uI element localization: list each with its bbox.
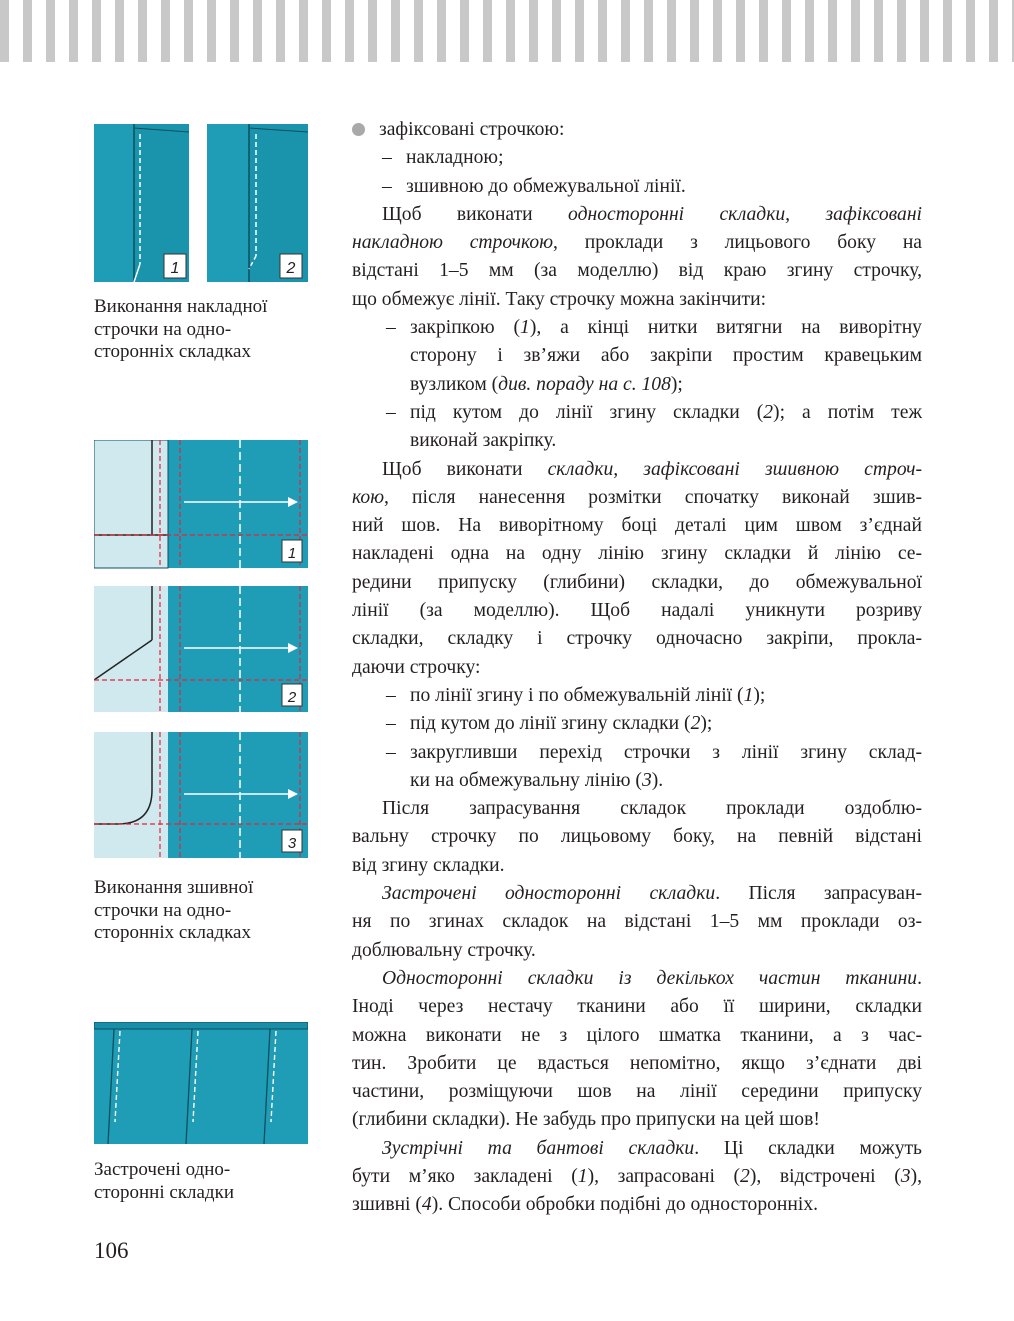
paragraph-line: зшивні (4). Способи обробки подібні до односторонніх. — [352, 1194, 819, 1216]
paragraph-line: даючи строчку: — [352, 656, 481, 678]
paragraph-line: ня по згинах складок на відстані 1–5 мм проклади оз- — [352, 911, 922, 933]
paragraph-line: можна виконати не з цілого шматка тканини, а з час- — [352, 1024, 922, 1046]
paragraph-line: від згину складки. — [352, 854, 505, 876]
panel-2 — [94, 586, 308, 712]
paragraph-line: Після запрасування складок проклади оздоблю- — [382, 798, 922, 820]
paragraph-line: вальну строчку по лицьовому боку, на певній відстані — [352, 826, 922, 848]
paragraph-line: вузликом (див. пораду на с. 108); — [410, 373, 683, 395]
bullet-item: зафіксовані строчкою: — [352, 116, 922, 144]
dash-item: – по лінії згину і по обмежувальній лінії (1); — [386, 684, 766, 706]
caption-stitched-pleats: Застрочені одно- сторонні складки — [94, 1159, 234, 1203]
paragraph-line: складки, складку і строчку одночасно закріпи, прокла- — [352, 628, 922, 650]
panel-label: 2 — [286, 260, 296, 277]
paragraph-line: редини припуску (глибини) складки, до обмежувальної — [352, 571, 922, 593]
paragraph-line: Зустрічні та бантові складки. Ці складки можуть — [382, 1137, 922, 1159]
dash-item: – закругливши перехід строчки з лінії згину склад- — [386, 741, 922, 763]
paragraph-line: лінії (за моделлю). Щоб надалі уникнути розриву — [352, 600, 922, 622]
panel-1 — [94, 124, 189, 282]
paragraph-line: Щоб виконати односторонні складки, зафіксовані — [382, 203, 922, 225]
paragraph-line: Односторонні складки із декількох частин тканини. — [382, 967, 922, 989]
header-stripes — [0, 0, 1014, 62]
paragraph-line: тин. Зробити це вдасться непомітно, якщо з’єднати дві — [352, 1052, 922, 1074]
panel-label: 2 — [287, 689, 297, 706]
paragraph-line: Застрочені односторонні складки. Після запрасуван- — [382, 883, 923, 905]
panel-1 — [94, 440, 308, 568]
panel-label: 3 — [287, 835, 297, 852]
paragraph-line: (глибини складки). Не забудь про припуски на цей шов! — [352, 1109, 820, 1131]
page-number: 106 — [94, 1238, 129, 1263]
panel-2 — [207, 124, 308, 282]
dash-item: – зшивною до обмежувальної лінії. — [382, 175, 686, 197]
paragraph-line: сторону і зв’яжи або закріпи простим кравецьким — [410, 345, 922, 367]
dash-item: – накладною; — [382, 147, 504, 169]
paragraph-line: частини, розміщуючи шов на лінії середини припуску — [352, 1081, 922, 1103]
paragraph-line: відстані 1–5 мм (за моделлю) від краю згину строчку, — [352, 260, 922, 282]
panel-label: 1 — [170, 260, 180, 277]
paragraph-line: Іноді через нестачу тканини або її ширини, складки — [352, 996, 922, 1018]
bullet-dot-icon — [352, 123, 365, 136]
paragraph-line: накладною строчкою, проклади з лицьового боку на — [352, 232, 923, 254]
paragraph-line: що обмежує лінії. Таку строчку можна закінчити: — [352, 288, 767, 310]
paragraph-line: накладені одна на одну лінію згину складки й лінію се- — [352, 543, 922, 565]
panel-label: 1 — [287, 545, 297, 562]
paragraph-line: бути м’яко закладені (1), запрасовані (2), відстрочені (3), — [352, 1165, 923, 1187]
figure-topstitch — [94, 124, 308, 284]
paragraph-line: виконай закріпку. — [410, 430, 557, 452]
figure-seam-stitch — [94, 440, 308, 860]
caption-seam-stitch: Виконання зшивної строчки на одно- сторонніх складках — [94, 877, 254, 943]
dash-item: – під кутом до лінії згину складки (2); — [386, 713, 713, 735]
paragraph-line: Щоб виконати складки, зафіксовані зшивною строч- — [382, 458, 922, 480]
dash-item: – під кутом до лінії згину складки (2); а потім теж — [386, 401, 922, 423]
dash-item: – закріпкою (1), а кінці нитки витягни на виворітну — [386, 317, 922, 339]
figure-stitched-pleats — [94, 1022, 308, 1144]
paragraph-line: ний шов. На виворітному боці деталі цим швом з’єднай — [352, 515, 922, 537]
paragraph-line: кою, після нанесення розмітки спочатку виконай зшив- — [352, 486, 922, 508]
body-text — [352, 116, 922, 1220]
paragraph-line: доблювальну строчку. — [352, 939, 536, 961]
panel-3 — [94, 732, 308, 858]
caption-topstitch: Виконання накладної строчки на одно- сторонніх складках — [94, 296, 268, 362]
paragraph-line: ки на обмежувальну лінію (3). — [410, 769, 664, 791]
